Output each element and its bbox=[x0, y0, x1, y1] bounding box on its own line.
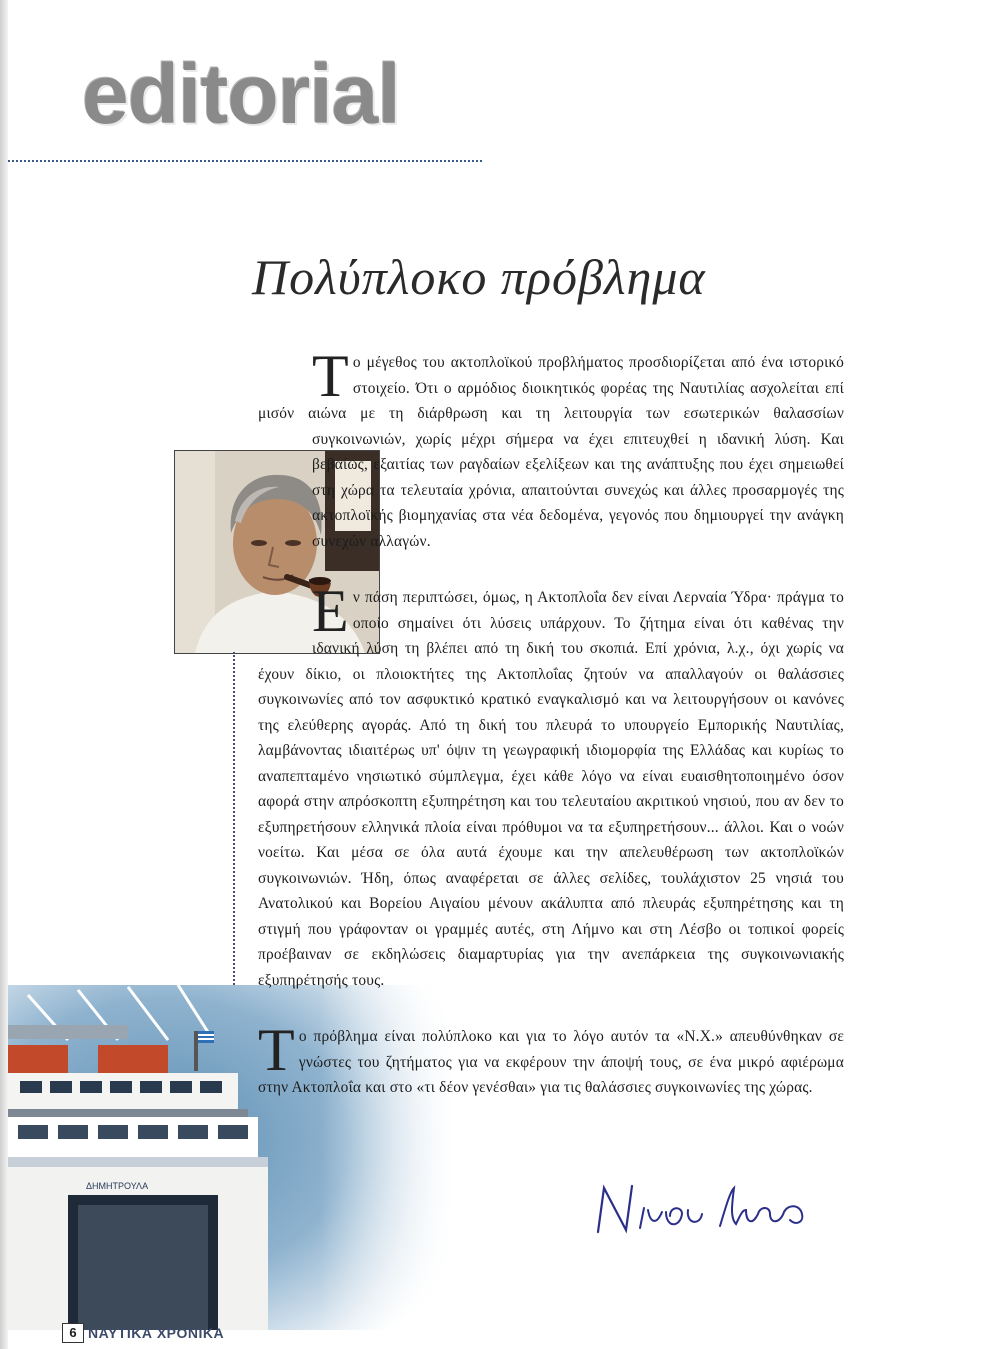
paragraph-1 bbox=[258, 343, 844, 554]
ship-name-label: ΔΗΜΗΤΡΟΥΛΑ bbox=[86, 1181, 149, 1191]
section-title: editorial bbox=[82, 47, 400, 141]
paragraph-3 bbox=[258, 1017, 844, 1101]
dropcap: Τ bbox=[312, 343, 349, 409]
article-title: Πολύπλοκο πρόβλημα bbox=[252, 249, 706, 305]
paragraph-1-text: ο μέγεθος του ακτοπλοϊκού προβλήματος προσδιορίζεται από ένα ιστορικό στοιχείο. Ότι ο αρμόδιος διοικητικός φορέας της Ναυτιλίας ασχολείται επί μισόν αιώνα με τη διάρθρωση και τη λειτουργία των εσωτερικών θαλασσίων συγκοινωνιών, χωρίς μέχρι σήμερα να έχει επιτευχθεί η ιδανική λύση. Και βεβαίως, εξαιτίας των ραγδαίων εξελίξεων και της ανάπτυξης που έχει σημειωθεί στη χώρα τα τελευταία χρόνια, απαιτούνται συνεχώς και άλλες προσαρμογές της ακτοπλοϊκής βιομηχανίας στα νέα δεδομένα, γεγονός που δημιουργεί την ανάγκη συνεχών αλλαγών. bbox=[258, 354, 844, 550]
dropcap: Ε bbox=[312, 578, 349, 644]
signature bbox=[570, 1170, 830, 1250]
paragraph-2-text: ν πάση περιπτώσει, όμως, η Ακτοπλοΐα δεν είναι Λερναία Ύδρα· πράγμα το οποίο σημαίνει ότι λύσεις υπάρχουν. Το ζήτημα είναι ότι καθένας την ιδανική λύση τη βλέπει από τη δική του σκοπιά. Επί χρόνια, λ.χ., όχι χωρίς να έχουν δίκιο, οι πλοιοκτήτες της Ακτοπλοΐας ζητούν να απαλλαγούν οι θαλάσσιες συγκοινωνίες από τον ασφυκτικό κρατικό εναγκαλισμό και να λειτουργήσουν οι κανόνες της ελεύθερης αγοράς. Από τη δική του πλευρά το υπουργείο Εμπορικής Ναυτιλίας, λαμβάνοντας ιδιαιτέρως υπ' όψιν τη γεωγραφική ιδιομορφία της Ελλάδας και κυρίως το αναπεπταμένο νησιωτικό σύμπλεγμα, έχει κάθε λόγο να είναι ευαισθητοποιημένο όσον αφορά στην απρόσκοπτη εξυπηρέτηση και του τελευταίου ακριτικού νησιού, που αν δεν το εξυπηρετήσουν ελληνικά πλοία είναι πρόθυμοι να τα εξυπηρετήσουν... άλλοι. Και ο νοών νοείτω. Και μέσα σε όλα αυτά έχουμε και την απελευθέρωση των ακτοπλοϊκών συγκοινωνιών. Ήδη, όπως αναφέρεται σε άλλες σελίδες, τουλάχιστον 25 νησιά του Ανατολικού και Βορείου Αιγαίου μένουν ακάλυπτα από πλευράς εξυπηρέτησης και τη στιγμή που γράφονταν οι γραμμές αυτές, στη Λήμνο και στη Λέσβο οι τοπικοί φορείς προέβαιναν σε εκδηλώσεις διαμαρτυρίας για την ανεπάρκεια της συγκοινωνιακής εξυπηρέτησής τους. bbox=[258, 589, 844, 989]
article-body bbox=[258, 343, 844, 1101]
page-edge bbox=[0, 0, 8, 1349]
magazine-name: ΝΑΥΤΙΚΑ ΧΡΟΝΙΚΑ bbox=[88, 1325, 225, 1341]
dropcap: Τ bbox=[258, 1017, 295, 1083]
signature-drawing bbox=[570, 1170, 830, 1250]
paragraph-2 bbox=[258, 578, 844, 993]
margin-rule bbox=[233, 652, 235, 992]
paragraph-3-text: ο πρόβλημα είναι πολύπλοκο και για το λόγο αυτόν τα «Ν.Χ.» απευθύνθηκαν σε γνώστες του ζητήματος για να εκφέρουν την άποψή τους, σε ένα μικρό αφιέρωμα στην Ακτοπλοΐα και στο «τι δέον γενέσθαι» για τις θαλάσσιες συγκοινωνίες της χώρας. bbox=[258, 1028, 844, 1096]
header-divider bbox=[8, 160, 482, 162]
page-number: 6 bbox=[62, 1323, 84, 1343]
